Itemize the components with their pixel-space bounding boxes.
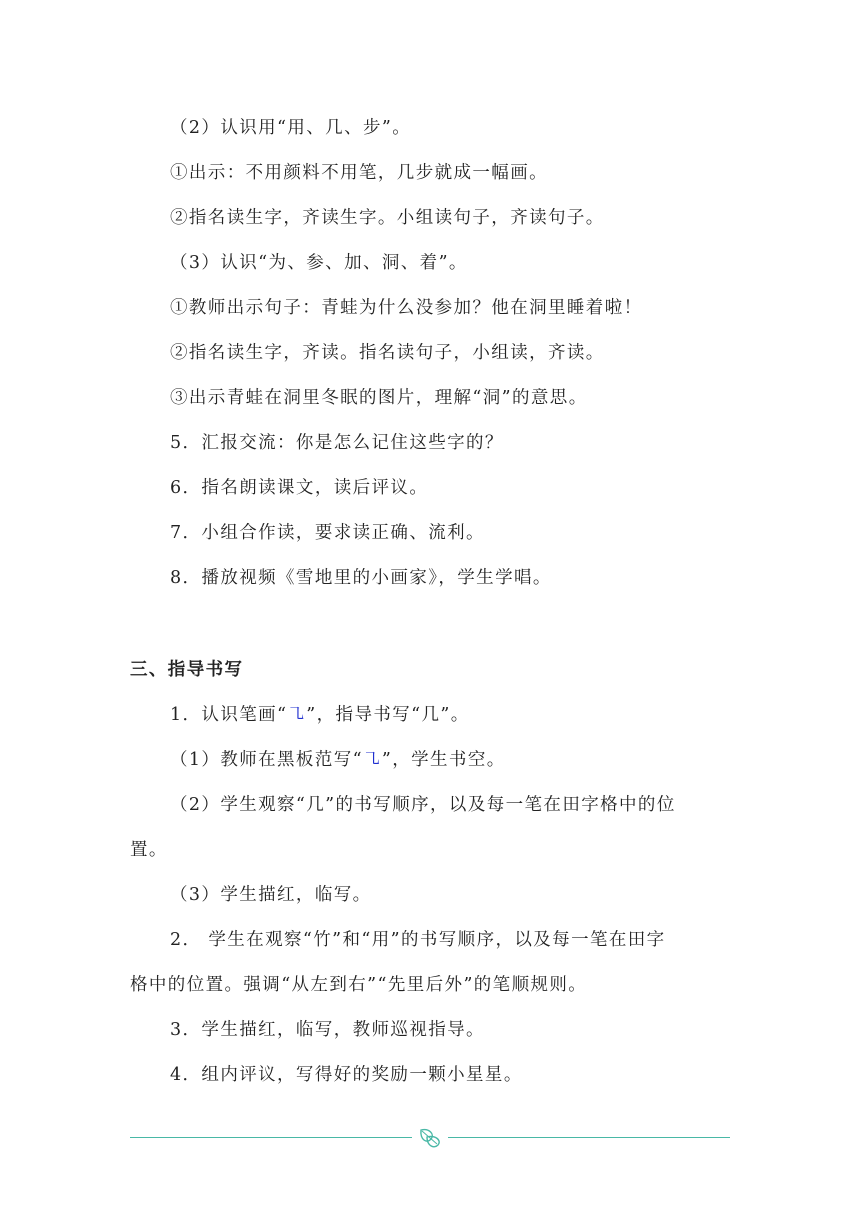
writing-sub-2-line-1: （2）学生观察“几”的书写顺序，以及每一笔在田字格中的位 — [170, 795, 676, 815]
item-1-suffix: ”，指导书写“几”。 — [306, 705, 470, 725]
text-line: （3）认识“为、参、加、洞、着”。 — [170, 253, 468, 273]
text-line: （2）认识用“用、几、步”。 — [170, 118, 412, 138]
page-footer — [130, 1126, 730, 1150]
section-heading: 三、指导书写 — [130, 660, 244, 680]
text-line: ①教师出示句子：青蛙为什么没参加？他在洞里睡着啦！ — [170, 298, 643, 318]
sub-1-prefix: （1）教师在黑板范写“ — [170, 750, 363, 770]
writing-sub-1 — [170, 748, 506, 772]
writing-item-4: 4．组内评议，写得好的奖励一颗小星星。 — [170, 1065, 523, 1085]
text-line: ①出示：不用颜料不用笔，几步就成一幅画。 — [170, 163, 548, 183]
text-line: ②指名读生字，齐读生字。小组读句子，齐读句子。 — [170, 208, 605, 228]
leaf-ornament-icon — [415, 1126, 445, 1150]
item-1-prefix: 1．认识笔画“ — [170, 705, 288, 725]
text-line: 8．播放视频《雪地里的小画家》，学生学唱。 — [170, 568, 552, 588]
stroke-glyph: ㇈ — [362, 750, 382, 770]
text-line: 6．指名朗读课文，读后评议。 — [170, 478, 429, 498]
sub-1-suffix: ”，学生书空。 — [381, 750, 506, 770]
text-line: 7．小组合作读，要求读正确、流利。 — [170, 523, 485, 543]
text-line: 5．汇报交流：你是怎么记住这些字的？ — [170, 433, 504, 453]
writing-item-2-line-1: 2． 学生在观察“竹”和“用”的书写顺序，以及每一笔在田字 — [170, 930, 666, 950]
writing-sub-2-line-2: 置。 — [130, 840, 168, 860]
writing-item-2-line-2: 格中的位置。强调“从左到右”“先里后外”的笔顺规则。 — [130, 975, 588, 995]
footer-rule-right — [448, 1137, 730, 1138]
text-line: ③出示青蛙在洞里冬眠的图片，理解“洞”的意思。 — [170, 388, 588, 408]
text-line: ②指名读生字，齐读。指名读句子，小组读，齐读。 — [170, 343, 605, 363]
stroke-glyph: ㇈ — [287, 705, 307, 725]
writing-item-3: 3．学生描红，临写，教师巡视指导。 — [170, 1020, 485, 1040]
writing-item-1 — [170, 703, 470, 727]
writing-sub-3: （3）学生描红，临写。 — [170, 885, 372, 905]
footer-rule-left — [130, 1137, 412, 1138]
